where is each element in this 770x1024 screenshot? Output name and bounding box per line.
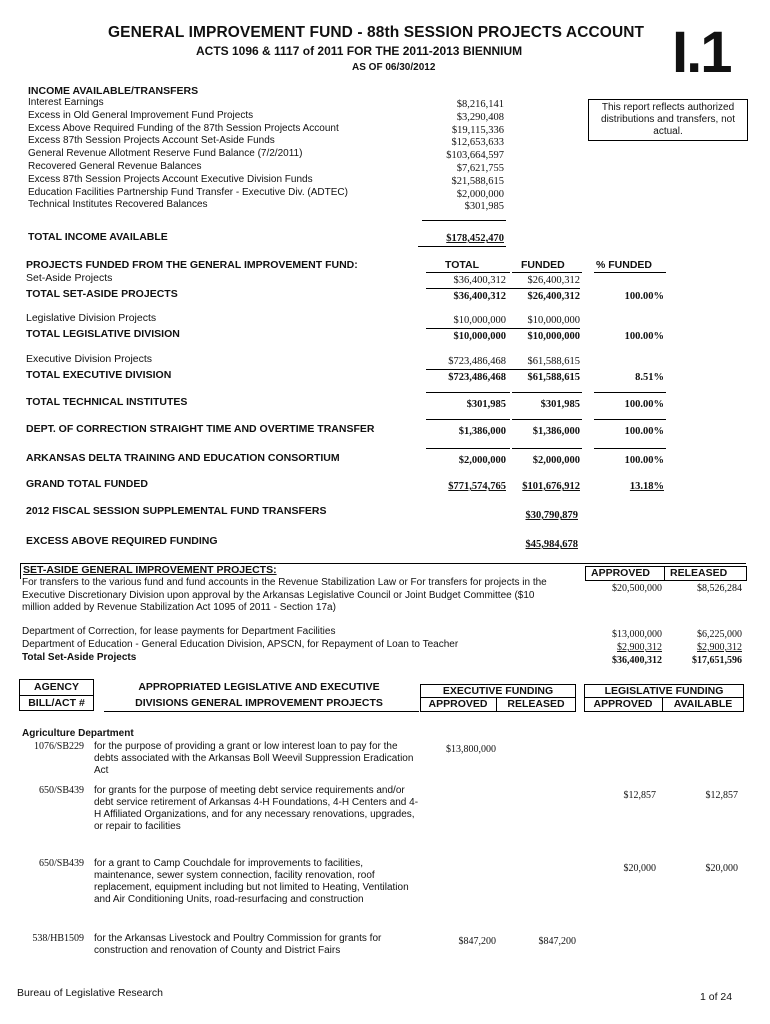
income-heading: INCOME AVAILABLE/TRANSFERS bbox=[28, 85, 199, 97]
legislative-total-total: $10,000,000 bbox=[453, 331, 506, 342]
adtec-total: $2,000,000 bbox=[458, 455, 506, 466]
income-item-label: Excess Above Required Funding of the 87th Session Projects Account bbox=[28, 122, 339, 134]
col-leg-funding: LEGISLATIVE FUNDING bbox=[604, 685, 724, 697]
setaside-total: $36,400,312 bbox=[453, 275, 506, 286]
setaside-para1-released: $8,526,284 bbox=[697, 583, 742, 594]
adtec-funded: $2,000,000 bbox=[532, 455, 580, 466]
setaside-total-funded: $26,400,312 bbox=[527, 291, 580, 302]
divider bbox=[594, 448, 666, 449]
setaside-funded: $26,400,312 bbox=[527, 275, 580, 286]
income-item-value: $301,985 bbox=[464, 201, 504, 213]
setaside-line2-approved: $13,000,000 bbox=[612, 629, 662, 640]
page-number: 1 of 24 bbox=[700, 991, 733, 1003]
setaside-total-label: Total Set-Aside Projects bbox=[22, 652, 137, 663]
setaside-col-approved: APPROVED bbox=[591, 567, 650, 579]
grand-total-total: $771,574,765 bbox=[448, 481, 506, 492]
adtec-pct: 100.00% bbox=[624, 455, 664, 466]
divider bbox=[594, 272, 666, 273]
disclaimer-note: This report reflects authorized distributions and transfers, not actual. bbox=[588, 99, 748, 141]
setaside-para1-approved: $20,500,000 bbox=[612, 583, 662, 594]
divider bbox=[512, 272, 582, 273]
income-item-label: Excess 87th Session Projects Account Set-Aside Funds bbox=[28, 135, 275, 147]
income-total-label: TOTAL INCOME AVAILABLE bbox=[28, 231, 168, 243]
executive-funded: $61,588,615 bbox=[527, 356, 580, 367]
income-item-label: Excess in Old General Improvement Fund Projects bbox=[28, 109, 254, 121]
row-desc: for the purpose of providing a grant or low interest loan to pay for the debts associated with the Arkansas Boll Weevil Suppression Eradication Act bbox=[94, 741, 414, 776]
legislative-projects-label: Legislative Division Projects bbox=[26, 312, 157, 324]
col-leg-approved: APPROVED bbox=[593, 698, 653, 710]
col-agency: AGENCY bbox=[34, 681, 79, 693]
divider bbox=[426, 448, 510, 449]
executive-total-label: TOTAL EXECUTIVE DIVISION bbox=[26, 369, 172, 381]
divider bbox=[426, 288, 580, 289]
setaside-line3-released: $2,900,312 bbox=[697, 642, 742, 653]
income-item-value: $103,664,597 bbox=[446, 150, 504, 162]
correction-funded: $1,386,000 bbox=[532, 426, 580, 437]
grand-total-funded: $101,676,912 bbox=[522, 481, 580, 492]
setaside-line2: Department of Correction, for lease payments for Department Facilities bbox=[22, 626, 336, 637]
divider bbox=[422, 220, 506, 221]
row-leg-available: $20,000 bbox=[705, 863, 738, 874]
col-funded-header: FUNDED bbox=[521, 259, 565, 271]
divider bbox=[426, 419, 510, 420]
grand-total-pct: 13.18% bbox=[629, 481, 664, 492]
excess-label: EXCESS ABOVE REQUIRED FUNDING bbox=[26, 535, 218, 547]
income-item-value: $2,000,000 bbox=[456, 188, 504, 200]
income-item-value: $8,216,141 bbox=[456, 99, 504, 110]
income-item-label: General Revenue Allotment Reserve Fund Balance (7/2/2011) bbox=[28, 148, 303, 160]
fiscal-session-label: 2012 FISCAL SESSION SUPPLEMENTAL FUND TRANSFERS bbox=[26, 505, 327, 517]
income-item-value: $7,621,755 bbox=[456, 163, 504, 174]
report-date: AS OF 06/30/2012 bbox=[352, 62, 436, 73]
correction-transfer-label: DEPT. OF CORRECTION STRAIGHT TIME AND OVERTIME TRANSFER bbox=[26, 423, 375, 435]
col-bill: BILL/ACT # bbox=[28, 697, 85, 709]
row-exec-approved: $847,200 bbox=[458, 936, 496, 947]
divider bbox=[594, 392, 666, 393]
row-bill: 1076/SB229 bbox=[33, 741, 84, 752]
col-exec-released: RELEASED bbox=[507, 698, 565, 710]
row-desc: for grants for the purpose of meeting debt service requirements and/or debt service retirement of Arkansas 4-H Foundations, 4-H Centers and 4-H Affiliated Organizations, and for any necessary renovations, upgrades, or repair to facilities bbox=[94, 785, 419, 832]
divider bbox=[426, 272, 510, 273]
setaside-total-label: TOTAL SET-ASIDE PROJECTS bbox=[26, 288, 178, 300]
row-leg-approved: $20,000 bbox=[623, 863, 656, 874]
income-item-label: Technical Institutes Recovered Balances bbox=[28, 199, 208, 211]
row-bill: 650/SB439 bbox=[38, 858, 84, 869]
department-heading: Agriculture Department bbox=[22, 728, 134, 739]
executive-total: $723,486,468 bbox=[448, 356, 506, 367]
col-exec-funding: EXECUTIVE FUNDING bbox=[442, 685, 554, 697]
section-badge: I.1 bbox=[672, 20, 731, 85]
adtec-label: ARKANSAS DELTA TRAINING AND EDUCATION CONSORTIUM bbox=[26, 452, 340, 464]
technical-institutes-label: TOTAL TECHNICAL INSTITUTES bbox=[26, 396, 188, 408]
footer-org: Bureau of Legislative Research bbox=[17, 987, 163, 999]
col-pct-header: % FUNDED bbox=[596, 259, 653, 271]
divider bbox=[426, 369, 580, 370]
income-item-value: $21,588,615 bbox=[451, 175, 504, 187]
setaside-section-heading: SET-ASIDE GENERAL IMPROVEMENT PROJECTS: bbox=[23, 564, 277, 576]
setaside-total-released: $17,651,596 bbox=[692, 655, 742, 666]
setaside-col-released: RELEASED bbox=[670, 567, 728, 579]
col-desc-line1: APPROPRIATED LEGISLATIVE AND EXECUTIVE bbox=[138, 681, 380, 693]
row-desc: for the Arkansas Livestock and Poultry Commission for grants for construction and renovation of County and District Fairs bbox=[94, 933, 382, 956]
technical-pct: 100.00% bbox=[624, 399, 664, 410]
fiscal-session-value: $30,790,879 bbox=[525, 510, 578, 521]
technical-total: $301,985 bbox=[466, 399, 506, 410]
projects-heading: PROJECTS FUNDED FROM THE GENERAL IMPROVEMENT FUND: bbox=[26, 259, 358, 271]
legislative-total: $10,000,000 bbox=[453, 315, 506, 326]
correction-total: $1,386,000 bbox=[458, 426, 506, 437]
income-item-label: Interest Earnings bbox=[28, 97, 104, 108]
divider bbox=[418, 246, 506, 247]
income-item-label: Recovered General Revenue Balances bbox=[28, 161, 202, 172]
setaside-total-total: $36,400,312 bbox=[453, 291, 506, 302]
legislative-total-funded: $10,000,000 bbox=[527, 331, 580, 342]
col-exec-approved: APPROVED bbox=[428, 698, 488, 710]
report-title: GENERAL IMPROVEMENT FUND - 88th SESSION PROJECTS ACCOUNT bbox=[108, 24, 645, 41]
executive-total-total: $723,486,468 bbox=[448, 372, 506, 383]
divider bbox=[512, 419, 582, 420]
row-bill: 650/SB439 bbox=[38, 785, 84, 796]
divider bbox=[512, 392, 582, 393]
divider bbox=[594, 419, 666, 420]
setaside-line3-approved: $2,900,312 bbox=[617, 642, 662, 653]
divider bbox=[664, 566, 665, 581]
row-bill: 538/HB1509 bbox=[32, 933, 84, 944]
col-leg-available: AVAILABLE bbox=[673, 698, 733, 710]
divider bbox=[426, 392, 510, 393]
divider bbox=[19, 695, 94, 696]
executive-total-funded: $61,588,615 bbox=[527, 372, 580, 383]
row-leg-available: $12,857 bbox=[705, 790, 738, 801]
income-item-label: Excess 87th Session Projects Account Executive Division Funds bbox=[28, 173, 313, 185]
divider bbox=[104, 711, 419, 712]
row-leg-approved: $12,857 bbox=[623, 790, 656, 801]
legislative-funded: $10,000,000 bbox=[527, 315, 580, 326]
divider bbox=[512, 448, 582, 449]
row-exec-approved: $13,800,000 bbox=[446, 744, 496, 755]
legislative-total-pct: 100.00% bbox=[624, 331, 664, 342]
divider bbox=[426, 328, 580, 329]
grand-total-label: GRAND TOTAL FUNDED bbox=[26, 478, 148, 490]
col-total-header: TOTAL bbox=[445, 259, 480, 271]
income-item-value: $12,653,633 bbox=[451, 137, 504, 149]
legislative-total-label: TOTAL LEGISLATIVE DIVISION bbox=[26, 328, 180, 340]
setaside-line2-released: $6,225,000 bbox=[697, 629, 742, 640]
excess-value: $45,984,678 bbox=[525, 539, 578, 550]
executive-total-pct: 8.51% bbox=[635, 372, 664, 383]
divider bbox=[20, 563, 21, 579]
setaside-projects-label: Set-Aside Projects bbox=[26, 272, 113, 284]
setaside-total-approved: $36,400,312 bbox=[612, 655, 662, 666]
row-exec-released: $847,200 bbox=[538, 936, 576, 947]
setaside-line3: Department of Education - General Education Division, APSCN, for Repayment of Loan to Teacher bbox=[22, 639, 459, 650]
setaside-total-pct: 100.00% bbox=[624, 291, 664, 302]
income-item-value: $19,115,336 bbox=[451, 124, 504, 136]
correction-pct: 100.00% bbox=[624, 426, 664, 437]
income-item-label: Education Facilities Partnership Fund Transfer - Executive Div. (ADTEC) bbox=[28, 186, 348, 198]
income-item-value: $3,290,408 bbox=[456, 111, 504, 123]
report-subtitle: ACTS 1096 & 1117 of 2011 FOR THE 2011-2013 BIENNIUM bbox=[196, 44, 523, 58]
setaside-para1: For transfers to the various fund and fund accounts in the Revenue Stabilization Law or For transfers for projects in the Executive Discretionary Division upon approval by the Arkansas Legislative Council or Joint Budget Committee ($10 million added by Revenue Stabilization Act 1095 of 2011 - Section 17a) bbox=[22, 577, 547, 613]
income-total-value: $178,452,470 bbox=[446, 233, 504, 244]
row-desc: for a grant to Camp Couchdale for improvements to facilities, maintenance, sewer system connection, facility renovation, roof replacement, equipment including but not limited to Heating, Ventilation and Air Conditioning Units, road-resurfacing and construction bbox=[94, 858, 409, 905]
col-desc-line2: DIVISIONS GENERAL IMPROVEMENT PROJECTS bbox=[135, 697, 383, 709]
technical-funded: $301,985 bbox=[540, 399, 580, 410]
executive-projects-label: Executive Division Projects bbox=[26, 353, 153, 365]
